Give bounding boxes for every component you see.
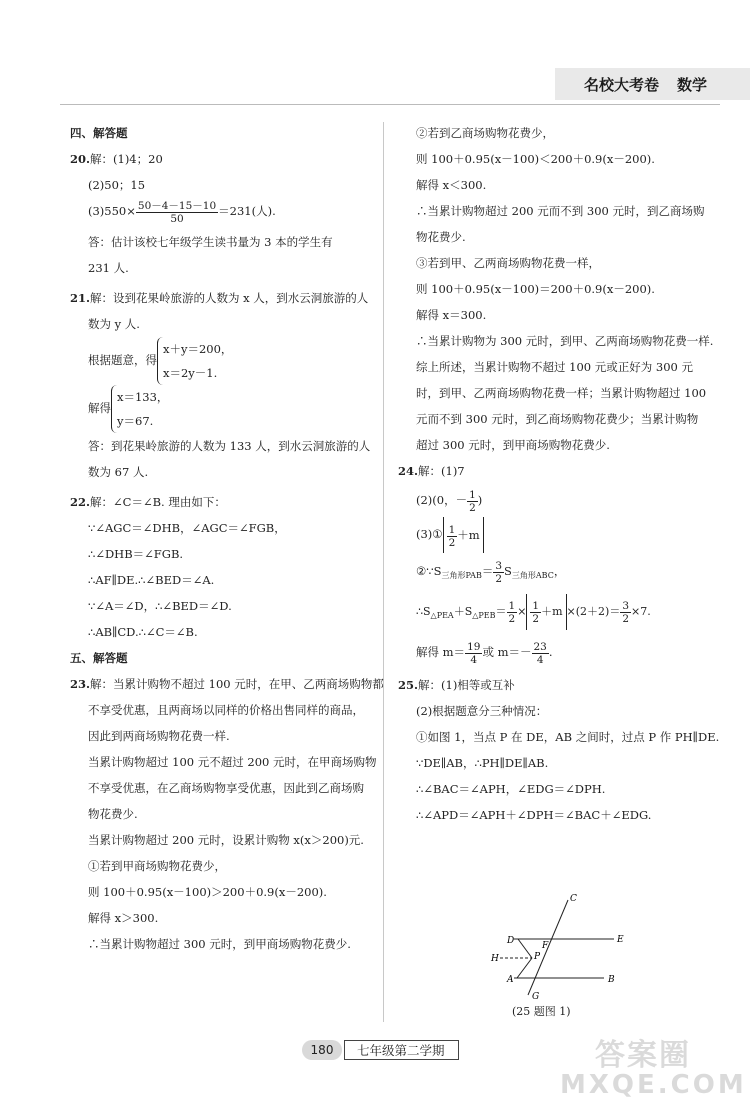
q24-line-1: 24.解：(1)7 bbox=[398, 464, 465, 478]
q23-cont-10: 综上所述，当累计购物不超过 100 元或正好为 300 元 bbox=[416, 360, 694, 374]
q23-line-6: 物花费少. bbox=[88, 806, 138, 821]
q24-line-6: 解得 m＝ $\frac{19}{4}$ 或 m＝－ $\frac{23}{4}$ . bbox=[416, 640, 553, 666]
q23-line-2: 不享受优惠，且两商场以同样的价格出售同样的商品， bbox=[88, 702, 364, 717]
q22-line-2: ∵∠AGC＝∠DHB，∠AGC＝∠FGB， bbox=[88, 520, 286, 535]
page-footer bbox=[302, 1040, 467, 1062]
q23-cont-8: 解得 x＝300. bbox=[416, 308, 487, 322]
q22-line-5: ∵∠A＝∠D，∴∠BED＝∠D. bbox=[88, 598, 232, 613]
q20-answer-2: 231 人. bbox=[88, 260, 129, 275]
q20-line-3: (3)550× $\frac{50-4-15-10}{50}$ ＝231(人). bbox=[88, 199, 276, 225]
label-a: A bbox=[507, 975, 514, 985]
geometry-figure bbox=[486, 892, 631, 1002]
q23-line-5: 不享受优惠，在乙商场购物享受优惠，因此到乙商场购 bbox=[88, 780, 364, 795]
fraction: $\frac{1}{2}$ bbox=[448, 523, 456, 549]
q23-cont-4: ∴当累计购物超过 200 元而不到 300 元时，到乙商场购 bbox=[416, 204, 705, 218]
subject-label: 数学 bbox=[677, 76, 708, 94]
label-c: C bbox=[570, 894, 577, 904]
q22-number: 22. bbox=[70, 494, 91, 509]
q23-line-9: 则 100＋0.95(x－100)＞200＋0.9(x－200). bbox=[88, 884, 327, 899]
q21-answer-1: 答：到花果岭旅游的人数为 133 人，到水云洞旅游的人 bbox=[88, 438, 371, 453]
q25-line-1: 25.解：(1)相等或互补 bbox=[398, 678, 515, 692]
q23-line-1: 23.解：当累计购物不超过 100 元时，在甲、乙两商场购物都 bbox=[70, 676, 384, 691]
q21-system-1: 根据题意，得 x＋y＝200， x＝2y－1. bbox=[70, 337, 370, 385]
label-h: H bbox=[491, 954, 499, 964]
brand-title: 名校大考卷 bbox=[584, 76, 660, 94]
q21-system-2: 解得 x＝133， y＝67. bbox=[70, 385, 370, 433]
watermark-logo: 答案圈 bbox=[595, 1038, 691, 1073]
absolute-value: $\frac{1}{2}$ ＋m bbox=[443, 517, 484, 553]
q25-line-2: (2)根据题意分三种情况： bbox=[416, 704, 548, 718]
fraction: $\frac{19}{4}$ bbox=[467, 640, 481, 666]
q20-number: 20. bbox=[70, 152, 91, 166]
q23-cont-1: ②若到乙商场购物花费少， bbox=[416, 126, 554, 140]
line-ap bbox=[517, 958, 532, 978]
label-e: E bbox=[617, 935, 624, 945]
fraction: $\frac{1}{2}$ bbox=[508, 599, 516, 625]
equation-system: x＝133， y＝67. bbox=[111, 385, 168, 433]
fraction: $\frac{3}{2}$ bbox=[622, 599, 630, 625]
q21-line-1: 21.解：设到花果岭旅游的人数为 x 人，到水云洞旅游的人 bbox=[70, 290, 369, 305]
q25-line-6: ∴∠APD＝∠APH＋∠DPH＝∠BAC＋∠EDG. bbox=[416, 808, 652, 822]
q23-cont-12: 元而不到 300 元时，到乙商场购物花费少；当累计购物 bbox=[416, 412, 699, 426]
label-p: P bbox=[534, 952, 541, 962]
q23-line-10: 解得 x＞300. bbox=[88, 910, 159, 925]
q22-line-3: ∴∠DHB＝∠FGB. bbox=[88, 546, 184, 561]
q23-line-8: ①若到甲商场购物花费少， bbox=[88, 858, 226, 873]
q23-number: 23. bbox=[70, 676, 91, 691]
q25-line-4: ∵DE∥AB，∴PH∥DE∥AB. bbox=[416, 756, 549, 770]
fraction: $\frac{50-4-15-10}{50}$ bbox=[137, 199, 217, 225]
q23-line-4: 当累计购物超过 100 元不超过 200 元时，在甲商场购物 bbox=[88, 754, 377, 769]
q22-line-1: 22.解：∠C＝∠B. 理由如下： bbox=[70, 494, 226, 509]
q23-cont-5: 物花费少. bbox=[416, 230, 466, 244]
q24-line-5: $\therefore S_{\triangle PEA}+S_{\triangle PEB}=$ $\frac{1}{2}$ × $\frac{1}{2}$ ＋m ×(2＋2)＝ $\frac{3}{2}$ ×7. bbox=[398, 594, 710, 634]
label-f: F bbox=[542, 941, 549, 951]
q24-line-2: (2)(0，－ $\frac{1}{2}$ ) bbox=[416, 488, 483, 514]
q21-line-2: 数为 y 人. bbox=[88, 316, 140, 331]
q23-cont-11: 时，到甲、乙两商场购物花费一样；当累计购物超过 100 bbox=[416, 386, 707, 400]
q21-answer-2: 数为 67 人. bbox=[88, 464, 149, 479]
section-heading-4: 四、解答题 bbox=[70, 126, 128, 140]
q21-number: 21. bbox=[70, 290, 91, 305]
absolute-value: $\frac{1}{2}$ ＋m bbox=[526, 594, 566, 630]
label-g: G bbox=[532, 992, 540, 1002]
q23-cont-3: 解得 x＜300. bbox=[416, 178, 487, 192]
q23-cont-9: ∴当累计购物为 300 元时，到甲、乙两商场购物花费一样. bbox=[416, 334, 714, 348]
q24-line-3: (3)① $\frac{1}{2}$ ＋m bbox=[398, 516, 710, 553]
fraction: $\frac{3}{2}$ bbox=[495, 559, 503, 585]
header-rule bbox=[60, 104, 720, 105]
q20-answer-1: 答：估计该校七年级学生读书量为 3 本的学生有 bbox=[88, 234, 333, 249]
q23-line-7: 当累计购物超过 200 元时，设累计购物 x(x＞200)元. bbox=[88, 832, 364, 847]
q24-line-4: $②\because S_{三角形PAB}=$ $\frac{3}{2}$ $S_{三角形ABC}$， bbox=[416, 559, 566, 585]
grade-label: 七年级第二学期 bbox=[344, 1040, 459, 1060]
q25-line-3: ①如图 1，当点 P 在 DE，AB 之间时，过点 P 作 PH∥DE. bbox=[416, 730, 720, 744]
q20-line-1: 20.解：(1)4；20 bbox=[70, 152, 163, 166]
q25-number: 25. bbox=[398, 678, 419, 692]
column-divider bbox=[383, 122, 384, 1022]
line-dp bbox=[518, 939, 532, 958]
q23-cont-2: 则 100＋0.95(x－100)＜200＋0.9(x－200). bbox=[416, 152, 655, 166]
right-column bbox=[398, 120, 720, 828]
fraction: $\frac{1}{2}$ bbox=[532, 599, 540, 625]
q23-line-11: ∴当累计购物超过 300 元时，到甲商场购物花费少. bbox=[88, 936, 351, 951]
page-number: 180 bbox=[302, 1040, 342, 1060]
q23-cont-13: 超过 300 元时，到甲商场购物花费少. bbox=[416, 438, 610, 452]
q22-line-4: ∴AF∥DE.∴∠BED＝∠A. bbox=[88, 572, 215, 587]
section-heading-5: 五、解答题 bbox=[70, 650, 128, 665]
left-column bbox=[70, 120, 384, 957]
q20-line-2: (2)50；15 bbox=[88, 178, 146, 192]
figure-caption: (25 题图 1) bbox=[512, 1005, 571, 1018]
fraction: $\frac{1}{2}$ bbox=[469, 488, 476, 514]
label-b: B bbox=[608, 975, 615, 985]
q23-cont-6: ③若到甲、乙两商场购物花费一样， bbox=[416, 256, 600, 270]
label-d: D bbox=[507, 936, 515, 946]
watermark-url: MXQE.COM bbox=[560, 1070, 747, 1100]
q24-number: 24. bbox=[398, 464, 419, 478]
q23-cont-7: 则 100＋0.95(x－100)＝200＋0.9(x－200). bbox=[416, 282, 655, 296]
q25-line-5: ∴∠BAC＝∠APH，∠EDG＝∠DPH. bbox=[416, 782, 606, 796]
q23-line-3: 因此到两商场购物花费一样. bbox=[88, 728, 230, 743]
equation-system: x＋y＝200， x＝2y－1. bbox=[157, 337, 232, 385]
q22-line-6: ∴AB∥CD.∴∠C＝∠B. bbox=[88, 624, 198, 639]
fraction: $\frac{23}{4}$ bbox=[533, 640, 547, 666]
